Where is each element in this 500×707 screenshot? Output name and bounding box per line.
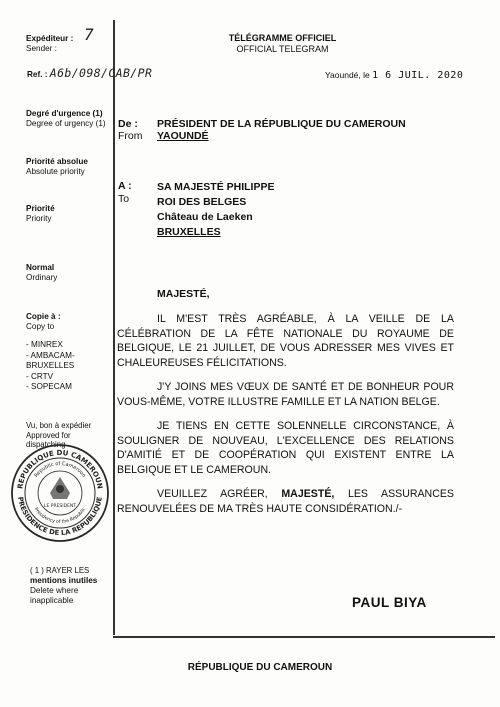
- date-prefix: Yaoundé, le: [325, 70, 370, 80]
- closing-majeste: MAJESTÉ,: [281, 488, 335, 500]
- seal-outer-bottom: PRESIDENCE DE LA REPUBLIQUE: [16, 496, 104, 538]
- seal-inner-bottom: Presidency of the Republic: [32, 507, 88, 526]
- footnote-4: inapplicable: [30, 596, 74, 605]
- sender-value: 7: [84, 25, 94, 44]
- seal-inner-top: Republic of Cameroon: [33, 460, 87, 479]
- paragraph-2: J'Y JOINS MES VŒUX DE SANTÉ ET DE BONHEUR POUR VOUS-MÊME, VOTRE ILLUSTRE FAMILLE ET LA NATION BELGE.: [117, 381, 454, 408]
- telegram-title: [210, 33, 355, 55]
- urgency-block: [26, 109, 106, 129]
- copy-block: [26, 312, 75, 393]
- to-line-3: Château de Laeken: [157, 211, 253, 223]
- copy-label-fr: Copie à :: [26, 312, 61, 321]
- from-label-fr: De :: [118, 118, 138, 130]
- priority-en: Priority: [26, 214, 52, 223]
- to-label: [118, 180, 132, 206]
- normal-block: [26, 263, 57, 283]
- normal-en: Ordinary: [26, 273, 58, 282]
- footnote-1: ( 1 ) RAYER LES: [30, 566, 90, 575]
- date-line: [325, 70, 463, 81]
- margin-divider: [113, 20, 115, 635]
- normal-fr: Normal: [26, 263, 55, 272]
- copy-item: - MINREX: [26, 340, 63, 349]
- copy-list: [26, 340, 75, 393]
- copy-item: BRUXELLES: [26, 361, 75, 370]
- from-line-1: PRÉSIDENT DE LA RÉPUBLIQUE DU CAMEROUN: [157, 118, 406, 130]
- title-fr: TÉLÉGRAMME OFFICIEL: [228, 33, 337, 43]
- copy-item: - CRTV: [26, 371, 54, 381]
- priority-block: [26, 204, 55, 224]
- absolute-priority-block: [26, 157, 88, 177]
- priority-fr: Priorité: [26, 204, 55, 213]
- sender-block: [26, 25, 94, 54]
- seal-outer-top: REPUBLIQUE DU CAMEROUN: [16, 448, 104, 490]
- to-label-fr: A :: [118, 180, 132, 192]
- presidential-seal-icon: [10, 443, 110, 543]
- from-value: [157, 118, 406, 142]
- paragraph-3: JE TIENS EN CETTE SOLENNELLE CIRCONSTANCE, À SOULIGNER DE NOUVEAU, L'EXCELLENCE DES RELATIONS D'AMITIÉ ET DE COOPÉRATION QUI EXISTENT ENTRE LA BELGIQUE ET LE CAMEROUN.: [117, 420, 454, 476]
- closing-a: VEUILLEZ AGRÉER,: [157, 488, 282, 500]
- date-stamp: 1 6 JUIL. 2020: [372, 70, 464, 81]
- letter-body: [117, 312, 454, 526]
- urgency-label-en: Degree of urgency (1): [26, 119, 106, 128]
- copy-item: - SOPECAM: [26, 382, 72, 391]
- to-line-2: ROI DES BELGES: [157, 196, 247, 208]
- seal-center: LE PRESIDENT: [43, 504, 77, 509]
- ref-label: Ref. :: [27, 70, 48, 79]
- to-line-1: SA MAJESTÉ PHILIPPE: [157, 181, 275, 193]
- closing-c: LES ASSURANCES RENOUVELÉES DE MA TRÈS HAUTE CONSIDÉRATION./-: [117, 488, 454, 515]
- to-line-4: BRUXELLES: [157, 226, 221, 238]
- to-label-en: To: [118, 193, 130, 205]
- copy-item: - AMBACAM-: [26, 350, 75, 360]
- sender-label-fr: Expéditeur :: [26, 34, 74, 43]
- approved-en-2: dispatching: [26, 440, 66, 449]
- footnote-3: Delete where: [30, 586, 79, 595]
- urgency-label-fr: Degré d'urgence (1): [26, 109, 103, 118]
- approved-fr: Vu, bon à expédier: [26, 421, 92, 430]
- approved-en-1: Approved for: [26, 430, 71, 440]
- paragraph-1: IL M'EST TRÈS AGRÉABLE, À LA VEILLE DE LA CÉLÉBRATION DE LA FÊTE NATIONALE DU ROYAUME DE BELGIQUE, LE 21 JUILLET, DE VOUS ADRESSER MES VIVES ET CHALEUREUSES FÉLICITATIONS.: [117, 313, 454, 369]
- to-value: [157, 180, 274, 240]
- footer-country: RÉPUBLIQUE DU CAMEROUN: [187, 662, 333, 673]
- absolute-priority-fr: Priorité absolue: [26, 157, 88, 166]
- paragraph-4: [117, 487, 454, 516]
- ref-value: A6b/098/CAB/PR: [49, 66, 153, 80]
- salutation: MAJESTÉ,: [157, 288, 210, 300]
- from-line-2: YAOUNDÉ: [157, 130, 209, 142]
- title-en: OFFICIAL TELEGRAM: [236, 44, 329, 54]
- footnote-block: [30, 566, 97, 606]
- bottom-divider: [113, 636, 495, 638]
- from-label-en: From: [118, 130, 143, 142]
- ref-block: [27, 68, 152, 80]
- signature: PAUL BIYA: [352, 595, 427, 610]
- sender-label-en: Sender :: [26, 44, 57, 53]
- footnote-2: mentions inutiles: [30, 576, 98, 585]
- copy-label-en: Copy to: [26, 322, 55, 331]
- absolute-priority-en: Absolute priority: [26, 167, 85, 176]
- from-label: [118, 118, 143, 142]
